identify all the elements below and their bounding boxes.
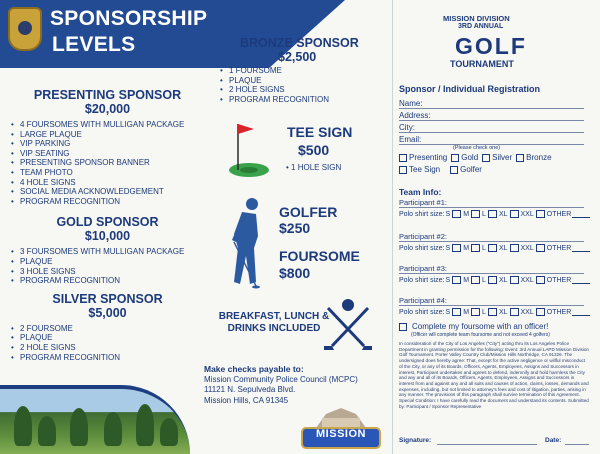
size-label: M bbox=[463, 276, 470, 284]
signature-line[interactable] bbox=[437, 444, 537, 445]
size-checkbox[interactable] bbox=[452, 276, 461, 284]
checkbox[interactable] bbox=[516, 154, 524, 162]
meals-included-text: BREAKFAST, LUNCH & DRINKS INCLUDED bbox=[218, 311, 330, 334]
payment-info bbox=[204, 364, 394, 406]
presenting-list bbox=[10, 120, 205, 206]
tee-sign-item: • 1 HOLE SIGN bbox=[286, 163, 342, 172]
list-item: • 4 FOURSOMES WITH MULLIGAN PACKAGE bbox=[10, 120, 205, 130]
email-field[interactable] bbox=[399, 134, 584, 145]
size-label: L bbox=[482, 276, 486, 284]
size-checkbox[interactable] bbox=[488, 210, 497, 218]
size-label: OTHER bbox=[546, 210, 572, 218]
column-divider bbox=[392, 0, 393, 454]
size-label: XL bbox=[498, 244, 508, 252]
size-label: M bbox=[463, 210, 470, 218]
form-tournament: TOURNAMENT bbox=[450, 59, 514, 69]
list-item: • 2 HOLE SIGNS bbox=[219, 85, 389, 95]
list-item: • PROGRAM RECOGNITION bbox=[219, 95, 389, 105]
option-gold[interactable] bbox=[451, 153, 478, 162]
list-item: • PLAQUE bbox=[219, 76, 389, 86]
city-field[interactable] bbox=[399, 122, 584, 133]
list-item: • PLAQUE bbox=[10, 257, 205, 267]
bronze-title: BRONZE SPONSOR bbox=[240, 36, 359, 50]
size-label: XL bbox=[498, 210, 508, 218]
foursome-title: FOURSOME bbox=[279, 248, 360, 264]
name-label: Name: bbox=[399, 99, 423, 108]
size-label: L bbox=[482, 244, 486, 252]
date-line[interactable] bbox=[565, 444, 589, 445]
size-other-input[interactable] bbox=[572, 309, 590, 316]
size-label: XXL bbox=[520, 244, 534, 252]
size-label: M bbox=[463, 308, 470, 316]
list-item: • 4 HOLE SIGNS bbox=[10, 178, 205, 188]
check-one-note: (Please check one) bbox=[453, 145, 501, 151]
size-checkbox[interactable] bbox=[536, 210, 545, 218]
size-label: L bbox=[482, 308, 486, 316]
gold-list bbox=[10, 247, 205, 285]
size-checkbox[interactable] bbox=[452, 210, 461, 218]
option-label: Gold bbox=[461, 153, 479, 162]
size-label: S bbox=[445, 308, 451, 316]
tee-sign-title: TEE SIGN bbox=[287, 124, 353, 140]
size-checkbox[interactable] bbox=[510, 308, 519, 316]
option-silver[interactable] bbox=[482, 153, 512, 162]
form-division: MISSION DIVISION bbox=[443, 14, 510, 23]
polo-size-row bbox=[399, 210, 590, 218]
size-label: XL bbox=[498, 276, 508, 284]
address-field[interactable] bbox=[399, 110, 584, 121]
option-label: Tee Sign bbox=[409, 165, 441, 174]
size-checkbox[interactable] bbox=[536, 244, 545, 252]
golf-logo-text: GOLF bbox=[455, 33, 527, 59]
golfer-silhouette-icon bbox=[212, 196, 268, 292]
gold-title: GOLD SPONSOR bbox=[56, 215, 159, 230]
polo-label: Polo shirt size: bbox=[399, 244, 445, 252]
participant-3-field[interactable] bbox=[399, 263, 584, 274]
silver-list bbox=[10, 324, 205, 362]
option-bronze[interactable] bbox=[516, 153, 551, 162]
list-item: • PROGRAM RECOGNITION bbox=[10, 197, 205, 207]
size-label: S bbox=[445, 276, 451, 284]
checkbox[interactable] bbox=[450, 166, 458, 174]
participant-4-field[interactable] bbox=[399, 295, 584, 306]
email-label: Email: bbox=[399, 135, 422, 144]
sponsor-options-row-1 bbox=[399, 153, 552, 162]
option-label: Golfer bbox=[460, 165, 482, 174]
size-label: OTHER bbox=[546, 308, 572, 316]
size-label: L bbox=[482, 210, 486, 218]
bronze-list bbox=[219, 66, 389, 104]
silver-price: $5,000 bbox=[88, 305, 127, 320]
checkbox[interactable] bbox=[399, 154, 407, 162]
option-label: Bronze bbox=[526, 153, 552, 162]
size-checkbox[interactable] bbox=[488, 308, 497, 316]
left-tiers bbox=[10, 88, 205, 362]
option-presenting[interactable] bbox=[399, 153, 447, 162]
size-label: S bbox=[445, 210, 451, 218]
address-label: Address: bbox=[399, 111, 431, 120]
size-label: OTHER bbox=[546, 276, 572, 284]
presenting-price: $20,000 bbox=[84, 102, 131, 116]
payee-name: Mission Community Police Council (MCPC) bbox=[204, 374, 358, 384]
list-item: • VIP SEATING bbox=[10, 149, 205, 159]
name-field[interactable] bbox=[399, 98, 584, 109]
payee-street: 11121 N. Sepulveda Blvd. bbox=[204, 385, 296, 394]
size-other-input[interactable] bbox=[572, 277, 590, 284]
mission-logo bbox=[298, 404, 384, 450]
size-label: XXL bbox=[520, 210, 534, 218]
bronze-price: $2,500 bbox=[278, 50, 317, 64]
list-item: • 3 FOURSOMES WITH MULLIGAN PACKAGE bbox=[10, 247, 205, 257]
liability-waiver-text: In consideration of the City of Los Angeles ("City") acting thru its Los Angeles Police Department in granting permission for the following: Event: 3rd Annual LAPD Mission Division Golf Tournament. Porter Valley Country Club/Mission Hills Northridge, CA 91326. The undersigned does hereby agree: That, except for the active negligence or willful misconduct of the City, or any of its Boards, Officers, Agents, Employees, Assigns and Successors in interest, Participant undertakes and agrees to defend, indemnify and hold harmless the City and any and all of its Boards, Officers, Agents, Employees, Assigns and Successors in interest from and against any and all suits and causes of action, claims, losses, demands and expenses, including, but not limited to attorney's fees and cost of litigation, parties, arising in any manner. The provisions of this paragraph shall survive termination of this Agreement. Special Condition: I have carefully read the document and understand its contents. Submitted by: Participant / Sponsor Representative bbox=[399, 341, 589, 409]
size-checkbox[interactable] bbox=[471, 276, 480, 284]
size-checkbox[interactable] bbox=[452, 308, 461, 316]
size-checkbox[interactable] bbox=[510, 210, 519, 218]
list-item: • 1 FOURSOME bbox=[219, 66, 389, 76]
signature-label: Signature: bbox=[399, 437, 432, 444]
title-line-2: LEVELS bbox=[52, 33, 136, 56]
size-checkbox[interactable] bbox=[536, 276, 545, 284]
tee-sign-price: $500 bbox=[298, 142, 330, 158]
size-checkbox[interactable] bbox=[510, 276, 519, 284]
size-other-input[interactable] bbox=[572, 211, 590, 218]
gold-price: $10,000 bbox=[84, 229, 131, 244]
list-item: • PROGRAM RECOGNITION bbox=[10, 276, 205, 286]
list-item: • PRESENTING SPONSOR BANNER bbox=[10, 158, 205, 168]
list-item: • TEAM PHOTO bbox=[10, 168, 205, 178]
list-item: • PROGRAM RECOGNITION bbox=[10, 353, 205, 363]
size-checkbox[interactable] bbox=[536, 308, 545, 316]
checkbox[interactable] bbox=[399, 323, 407, 331]
size-checkbox[interactable] bbox=[488, 276, 497, 284]
registration-title: Sponsor / Individual Registration bbox=[399, 84, 541, 94]
size-label: OTHER bbox=[546, 244, 572, 252]
polo-label: Polo shirt size: bbox=[399, 210, 445, 218]
golfer-title: GOLFER bbox=[279, 204, 338, 220]
size-checkbox[interactable] bbox=[471, 244, 480, 252]
registration-form bbox=[397, 0, 595, 454]
title-line-1: SPONSORSHIP bbox=[50, 7, 208, 30]
police-badge-icon bbox=[8, 7, 42, 51]
payment-title: Make checks payable to: bbox=[204, 364, 304, 374]
officer-option[interactable] bbox=[399, 322, 548, 331]
participant-2-field[interactable] bbox=[399, 231, 584, 242]
list-item: • 2 HOLE SIGNS bbox=[10, 343, 205, 353]
participant-label: Participant #3: bbox=[399, 264, 447, 273]
polo-size-row bbox=[399, 244, 590, 252]
list-item: • SOCIAL MEDIA ACKNOWLEDGEMENT bbox=[10, 187, 205, 197]
list-item: • LARGE PLAQUE bbox=[10, 130, 205, 140]
polo-size-row bbox=[399, 308, 590, 316]
city-label: City: bbox=[399, 123, 415, 132]
size-label: M bbox=[463, 244, 470, 252]
participant-1-field[interactable] bbox=[399, 197, 584, 208]
presenting-title: PRESENTING SPONSOR bbox=[33, 88, 182, 102]
checkbox[interactable] bbox=[451, 154, 459, 162]
golfer-price: $250 bbox=[279, 220, 311, 236]
foursome-price: $800 bbox=[279, 265, 311, 281]
size-checkbox[interactable] bbox=[488, 244, 497, 252]
page-title bbox=[50, 6, 207, 58]
officer-note: (Officer will complete team foursome and not exceed 4 golfers) bbox=[411, 332, 550, 338]
list-item: • 3 HOLE SIGNS bbox=[10, 267, 205, 277]
list-item: • VIP PARKING bbox=[10, 139, 205, 149]
size-checkbox[interactable] bbox=[471, 210, 480, 218]
option-tee-sign[interactable] bbox=[399, 165, 440, 174]
option-label: Silver bbox=[492, 153, 513, 162]
officer-label: Complete my foursome with an officer! bbox=[412, 322, 549, 331]
polo-label: Polo shirt size: bbox=[399, 308, 445, 316]
sponsor-options-row-2 bbox=[399, 165, 482, 174]
crossed-golf-clubs-icon bbox=[318, 296, 378, 354]
silver-title: SILVER SPONSOR bbox=[52, 291, 163, 306]
participant-label: Participant #1: bbox=[399, 198, 447, 207]
golf-course-photo bbox=[0, 385, 190, 454]
size-label: XL bbox=[498, 308, 508, 316]
tee-sign-item-text: 1 HOLE SIGN bbox=[291, 163, 342, 172]
option-golfer[interactable] bbox=[450, 165, 482, 174]
checkbox[interactable] bbox=[399, 166, 407, 174]
form-annual: 3RD ANNUAL bbox=[458, 23, 504, 30]
size-label: XXL bbox=[520, 308, 534, 316]
size-checkbox[interactable] bbox=[510, 244, 519, 252]
polo-label: Polo shirt size: bbox=[399, 276, 445, 284]
date-label: Date: bbox=[545, 437, 562, 444]
list-item: • 2 FOURSOME bbox=[10, 324, 205, 334]
team-info-title: Team Info: bbox=[399, 187, 442, 197]
list-item: • PLAQUE bbox=[10, 333, 205, 343]
mission-logo-text: MISSION bbox=[316, 428, 366, 440]
polo-size-row bbox=[399, 276, 590, 284]
payee-city: Mission Hills, CA 91345 bbox=[204, 395, 289, 405]
option-label: Presenting bbox=[409, 153, 448, 162]
participant-label: Participant #4: bbox=[399, 296, 447, 305]
participant-label: Participant #2: bbox=[399, 232, 447, 241]
size-label: S bbox=[445, 244, 451, 252]
golf-flag-icon bbox=[224, 118, 270, 180]
size-checkbox[interactable] bbox=[471, 308, 480, 316]
size-other-input[interactable] bbox=[572, 245, 590, 252]
size-checkbox[interactable] bbox=[452, 244, 461, 252]
checkbox[interactable] bbox=[482, 154, 490, 162]
size-label: XXL bbox=[520, 276, 534, 284]
